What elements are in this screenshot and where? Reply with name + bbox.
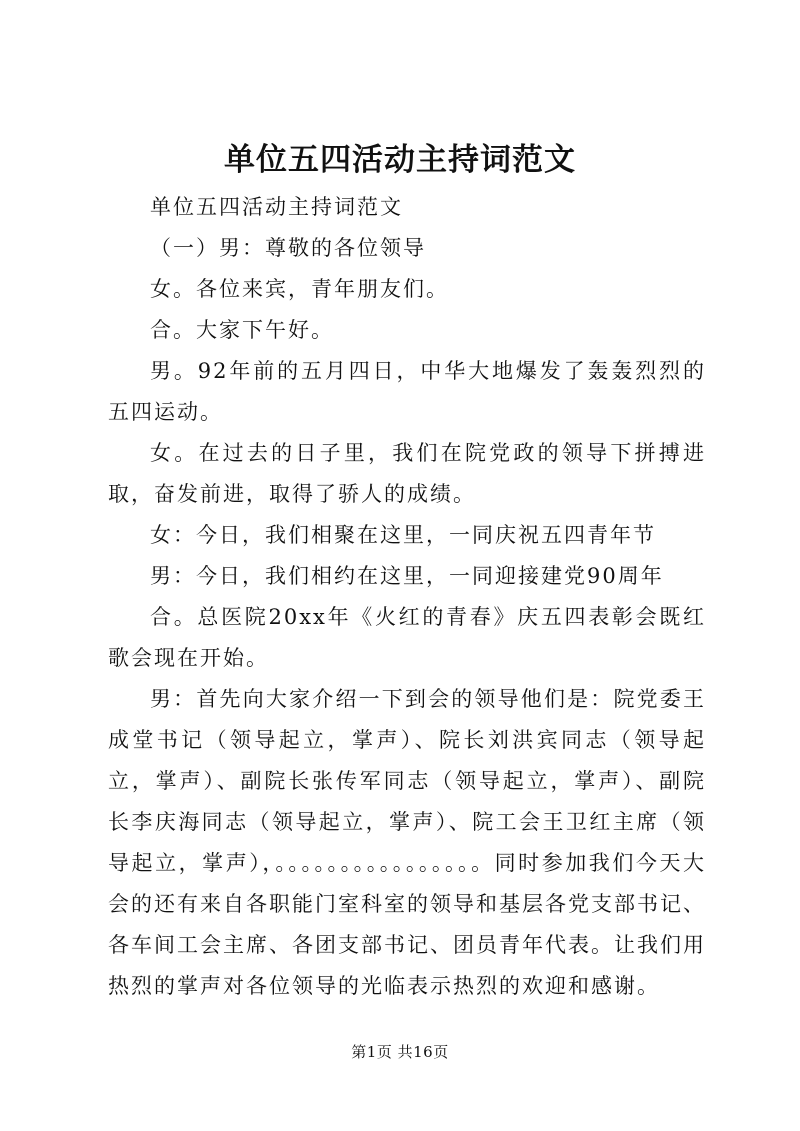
paragraph: 合。总医院20xx年《火红的青春》庆五四表彰会既红歌会现在开始。 [108, 605, 706, 670]
document-title: 单位五四活动主持词范文 [224, 142, 576, 178]
paragraph: 女：今日，我们相聚在这里，一同庆祝五四青年节 [150, 523, 656, 547]
paragraph: 女。各位来宾，青年朋友们。 [150, 277, 449, 301]
document-body [108, 187, 706, 1007]
paragraph: 合。大家下午好。 [150, 318, 334, 342]
paragraph: 男：今日，我们相约在这里，一同迎接建党90周年 [150, 564, 664, 588]
paragraph: 女。在过去的日子里，我们在院党政的领导下拼搏进取，奋发前进，取得了骄人的成绩。 [108, 441, 706, 506]
page-footer: 第1页 共16页 [351, 1043, 449, 1061]
paragraph: 男：首先向大家介绍一下到会的领导他们是：院党委王成堂书记（领导起立，掌声）、院长刘洪宾同志（领导起立，掌声）、副院长张传军同志（领导起立，掌声）、副院长李庆海同志（领导起立，掌声）、院工会王卫红主席（领导起立，掌声），。。。。。。。。。。。。。。。。同时参加我们今天大会的还有来自各职能门室科室的领导和基层各党支部书记、各车间工会主席、各团支部书记、团员青年代表。让我们用热烈的掌声对各位领导的光临表示热烈的欢迎和感谢。 [108, 687, 706, 998]
paragraph: 男。92年前的五月四日，中华大地爆发了轰轰烈烈的五四运动。 [108, 359, 706, 424]
paragraph: 单位五四活动主持词范文 [150, 195, 403, 219]
paragraph: （一）男：尊敬的各位领导 [150, 236, 426, 260]
